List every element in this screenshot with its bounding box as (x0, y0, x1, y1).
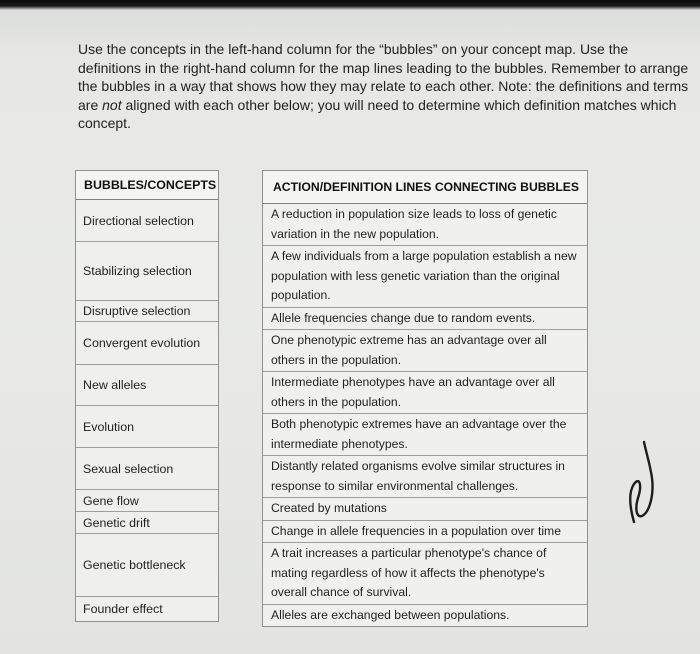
concept-cell: Genetic drift (76, 512, 218, 534)
concept-cell: Founder effect (76, 597, 218, 621)
definition-cell: Alleles are exchanged between populations. (263, 605, 587, 627)
definition-cell: One phenotypic extreme has an advantage over all others in the population. (263, 330, 587, 372)
definition-cell: Intermediate phenotypes have an advantage over all others in the population. (263, 372, 587, 414)
definition-cell: Allele frequencies change due to random events. (263, 308, 587, 331)
definition-cell: Created by mutations (263, 498, 587, 521)
definition-cell: Both phenotypic extremes have an advantage over the intermediate phenotypes. (263, 414, 587, 456)
definition-cell: A trait increases a particular phenotype's chance of mating regardless of how it affects the phenotype's overall chance of survival. (263, 543, 587, 605)
definitions-header: ACTION/DEFINITION LINES CONNECTING BUBBLES (263, 171, 587, 204)
instructions-paragraph (78, 40, 690, 133)
concept-cell: Genetic bottleneck (76, 534, 218, 597)
concepts-table (75, 170, 219, 622)
definition-cell: A few individuals from a large population establish a new population with less genetic variation than the original population. (263, 246, 587, 308)
handwritten-mark-icon (620, 438, 670, 528)
definitions-table (262, 170, 588, 627)
definition-cell: Change in allele frequencies in a population over time (263, 521, 587, 544)
definition-cell: A reduction in population size leads to loss of genetic variation in the new population. (263, 204, 587, 246)
concept-cell: Stabilizing selection (76, 242, 218, 301)
concept-cell: Convergent evolution (76, 322, 218, 365)
instructions-emphasis: not (102, 96, 122, 113)
concept-cell: Gene flow (76, 490, 218, 512)
instructions-part1: Use the concepts in the left-hand column for the “bubbles” on your concept map. Use the definitions in the right-hand column for the map lines leading to the bubbles. Remember to arrange the bubbles in a way that shows how they may relate to each other. Note: the definitions and terms are (78, 41, 689, 113)
concepts-header: BUBBLES/CONCEPTS (76, 171, 218, 200)
concept-cell: Disruptive selection (76, 301, 218, 322)
concept-cell: Directional selection (76, 200, 218, 242)
concept-cell: New alleles (76, 365, 218, 406)
concept-cell: Sexual selection (76, 448, 218, 490)
instructions-part2: aligned with each other below; you will need to determine which definition matches which concept. (78, 96, 677, 132)
concept-cell: Evolution (76, 406, 218, 448)
definition-cell: Distantly related organisms evolve similar structures in response to similar environmental challenges. (263, 456, 587, 498)
